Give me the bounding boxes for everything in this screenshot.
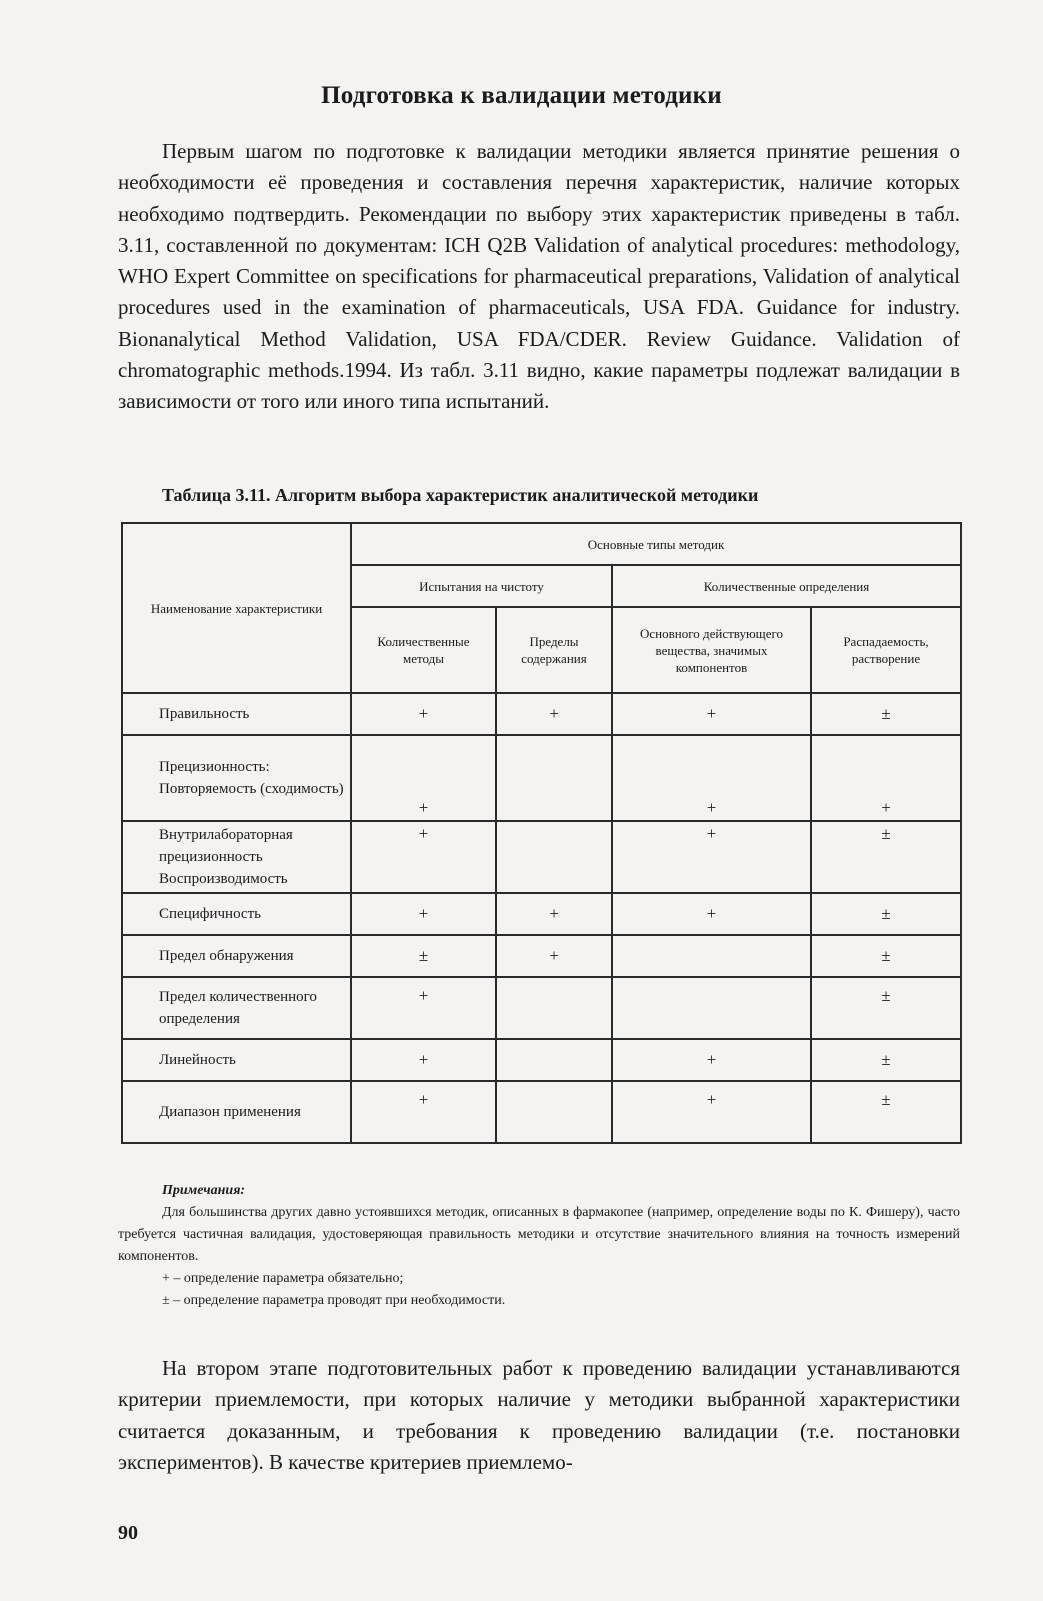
cell-mark <box>496 1081 612 1143</box>
notes-text: Для большинства других давно устоявшихся методик, описанных в фармакопее (например, определение воды по К. Фишеру), часто требуется частичная валидация, удостоверяющая правильность методики и отсутствие значительного влияния на точность измерений компонентов. <box>118 1205 960 1264</box>
table-row <box>122 821 961 893</box>
table-row <box>122 935 961 977</box>
cell-mark: + <box>351 1039 496 1081</box>
cell-mark: + <box>351 693 496 735</box>
header-purity: Испытания на чистоту <box>351 565 612 607</box>
cell-mark: + <box>612 735 811 821</box>
row-name: Диапазон применения <box>159 1104 301 1120</box>
row-name: Предел обнаружения <box>159 948 294 964</box>
cell-mark: + <box>351 821 496 893</box>
cell-mark: + <box>351 1081 496 1143</box>
table-notes <box>118 1180 960 1312</box>
table-row <box>122 1039 961 1081</box>
header-quant: Количественные определения <box>612 565 961 607</box>
cell-mark: + <box>612 693 811 735</box>
page-number: 90 <box>118 1522 138 1544</box>
cell-mark: + <box>351 735 496 821</box>
cell-mark: + <box>612 1039 811 1081</box>
cell-mark: + <box>612 821 811 893</box>
cell-mark: ± <box>811 693 961 735</box>
table-row <box>122 735 961 821</box>
row-name: Прецизионность: <box>159 759 270 775</box>
cell-mark <box>612 977 811 1039</box>
legend-plus: + – определение параметра обязательно; <box>162 1271 404 1286</box>
header-col1: Количественные методы <box>351 607 496 693</box>
header-name-col: Наименование характеристики <box>122 523 351 693</box>
legend-plus-minus: ± – определение параметра проводят при необходимости. <box>162 1293 506 1308</box>
row-name: Внутрилабораторная прецизионность <box>159 827 293 865</box>
cell-mark: + <box>496 935 612 977</box>
cell-mark: + <box>811 735 961 821</box>
cell-mark: ± <box>811 935 961 977</box>
header-col3: Основного действующего вещества, значимых компонентов <box>612 607 811 693</box>
row-subname: Повторяемость (сходимость) <box>159 781 344 797</box>
table-row <box>122 693 961 735</box>
cell-mark: + <box>351 977 496 1039</box>
section-heading: Подготовка к валидации методики <box>321 82 722 109</box>
cell-mark <box>496 735 612 821</box>
table-row <box>122 893 961 935</box>
characteristics-table <box>121 522 962 1144</box>
cell-mark: + <box>612 1081 811 1143</box>
header-main-types: Основные типы методик <box>351 523 961 565</box>
cell-mark: ± <box>811 1081 961 1143</box>
cell-mark: + <box>351 893 496 935</box>
cell-mark: ± <box>811 893 961 935</box>
cell-mark: ± <box>811 821 961 893</box>
cell-mark <box>496 1039 612 1081</box>
cell-mark: + <box>496 893 612 935</box>
row-name: Правильность <box>159 706 250 722</box>
cell-mark: ± <box>811 977 961 1039</box>
table-row <box>122 1081 961 1143</box>
cell-mark: + <box>612 893 811 935</box>
row-name: Линейность <box>159 1052 236 1068</box>
row-subname: Воспроизводимость <box>159 871 288 887</box>
cell-mark <box>496 821 612 893</box>
cell-mark: ± <box>811 1039 961 1081</box>
row-name: Предел количественного определения <box>159 989 317 1027</box>
header-col4: Распадаемость, растворение <box>811 607 961 693</box>
second-paragraph: На втором этапе подготовительных работ к проведению валидации устанавливаются критерии приемлемости, при которых наличие у методики выбранной характеристики считается доказанным, и требования к проведению валидации (т.е. постановки экспериментов). В качестве критериев приемлемо- <box>118 1356 960 1474</box>
row-name: Специфичность <box>159 906 261 922</box>
table-caption: Таблица 3.11. Алгоритм выбора характеристик аналитической методики <box>162 485 759 505</box>
cell-mark <box>496 977 612 1039</box>
notes-title: Примечания: <box>162 1183 246 1198</box>
table-row <box>122 977 961 1039</box>
cell-mark: + <box>496 693 612 735</box>
header-col2: Пределы содержания <box>496 607 612 693</box>
cell-mark: ± <box>351 935 496 977</box>
cell-mark <box>612 935 811 977</box>
intro-paragraph: Первым шагом по подготовке к валидации методики является принятие решения о необходимости её проведения и составления перечня характеристик, наличие которых необходимо подтвердить. Рекомендации по выбору этих характеристик приведены в табл. 3.11, составленной по документам: ICH Q2B Validation of analytical procedures: methodology, WHO Expert Committee on specifications for pharmaceutical preparations, Validation of analytical procedures used in the examination of pharmaceuticals, USA FDA. Guidance for industry. Bionanalytical Method Validation, USA FDA/CDER. Review Guidance. Validation of chromatographic methods.1994. Из табл. 3.11 видно, какие параметры подлежат валидации в зависимости от того или иного типа испытаний. <box>118 139 960 414</box>
